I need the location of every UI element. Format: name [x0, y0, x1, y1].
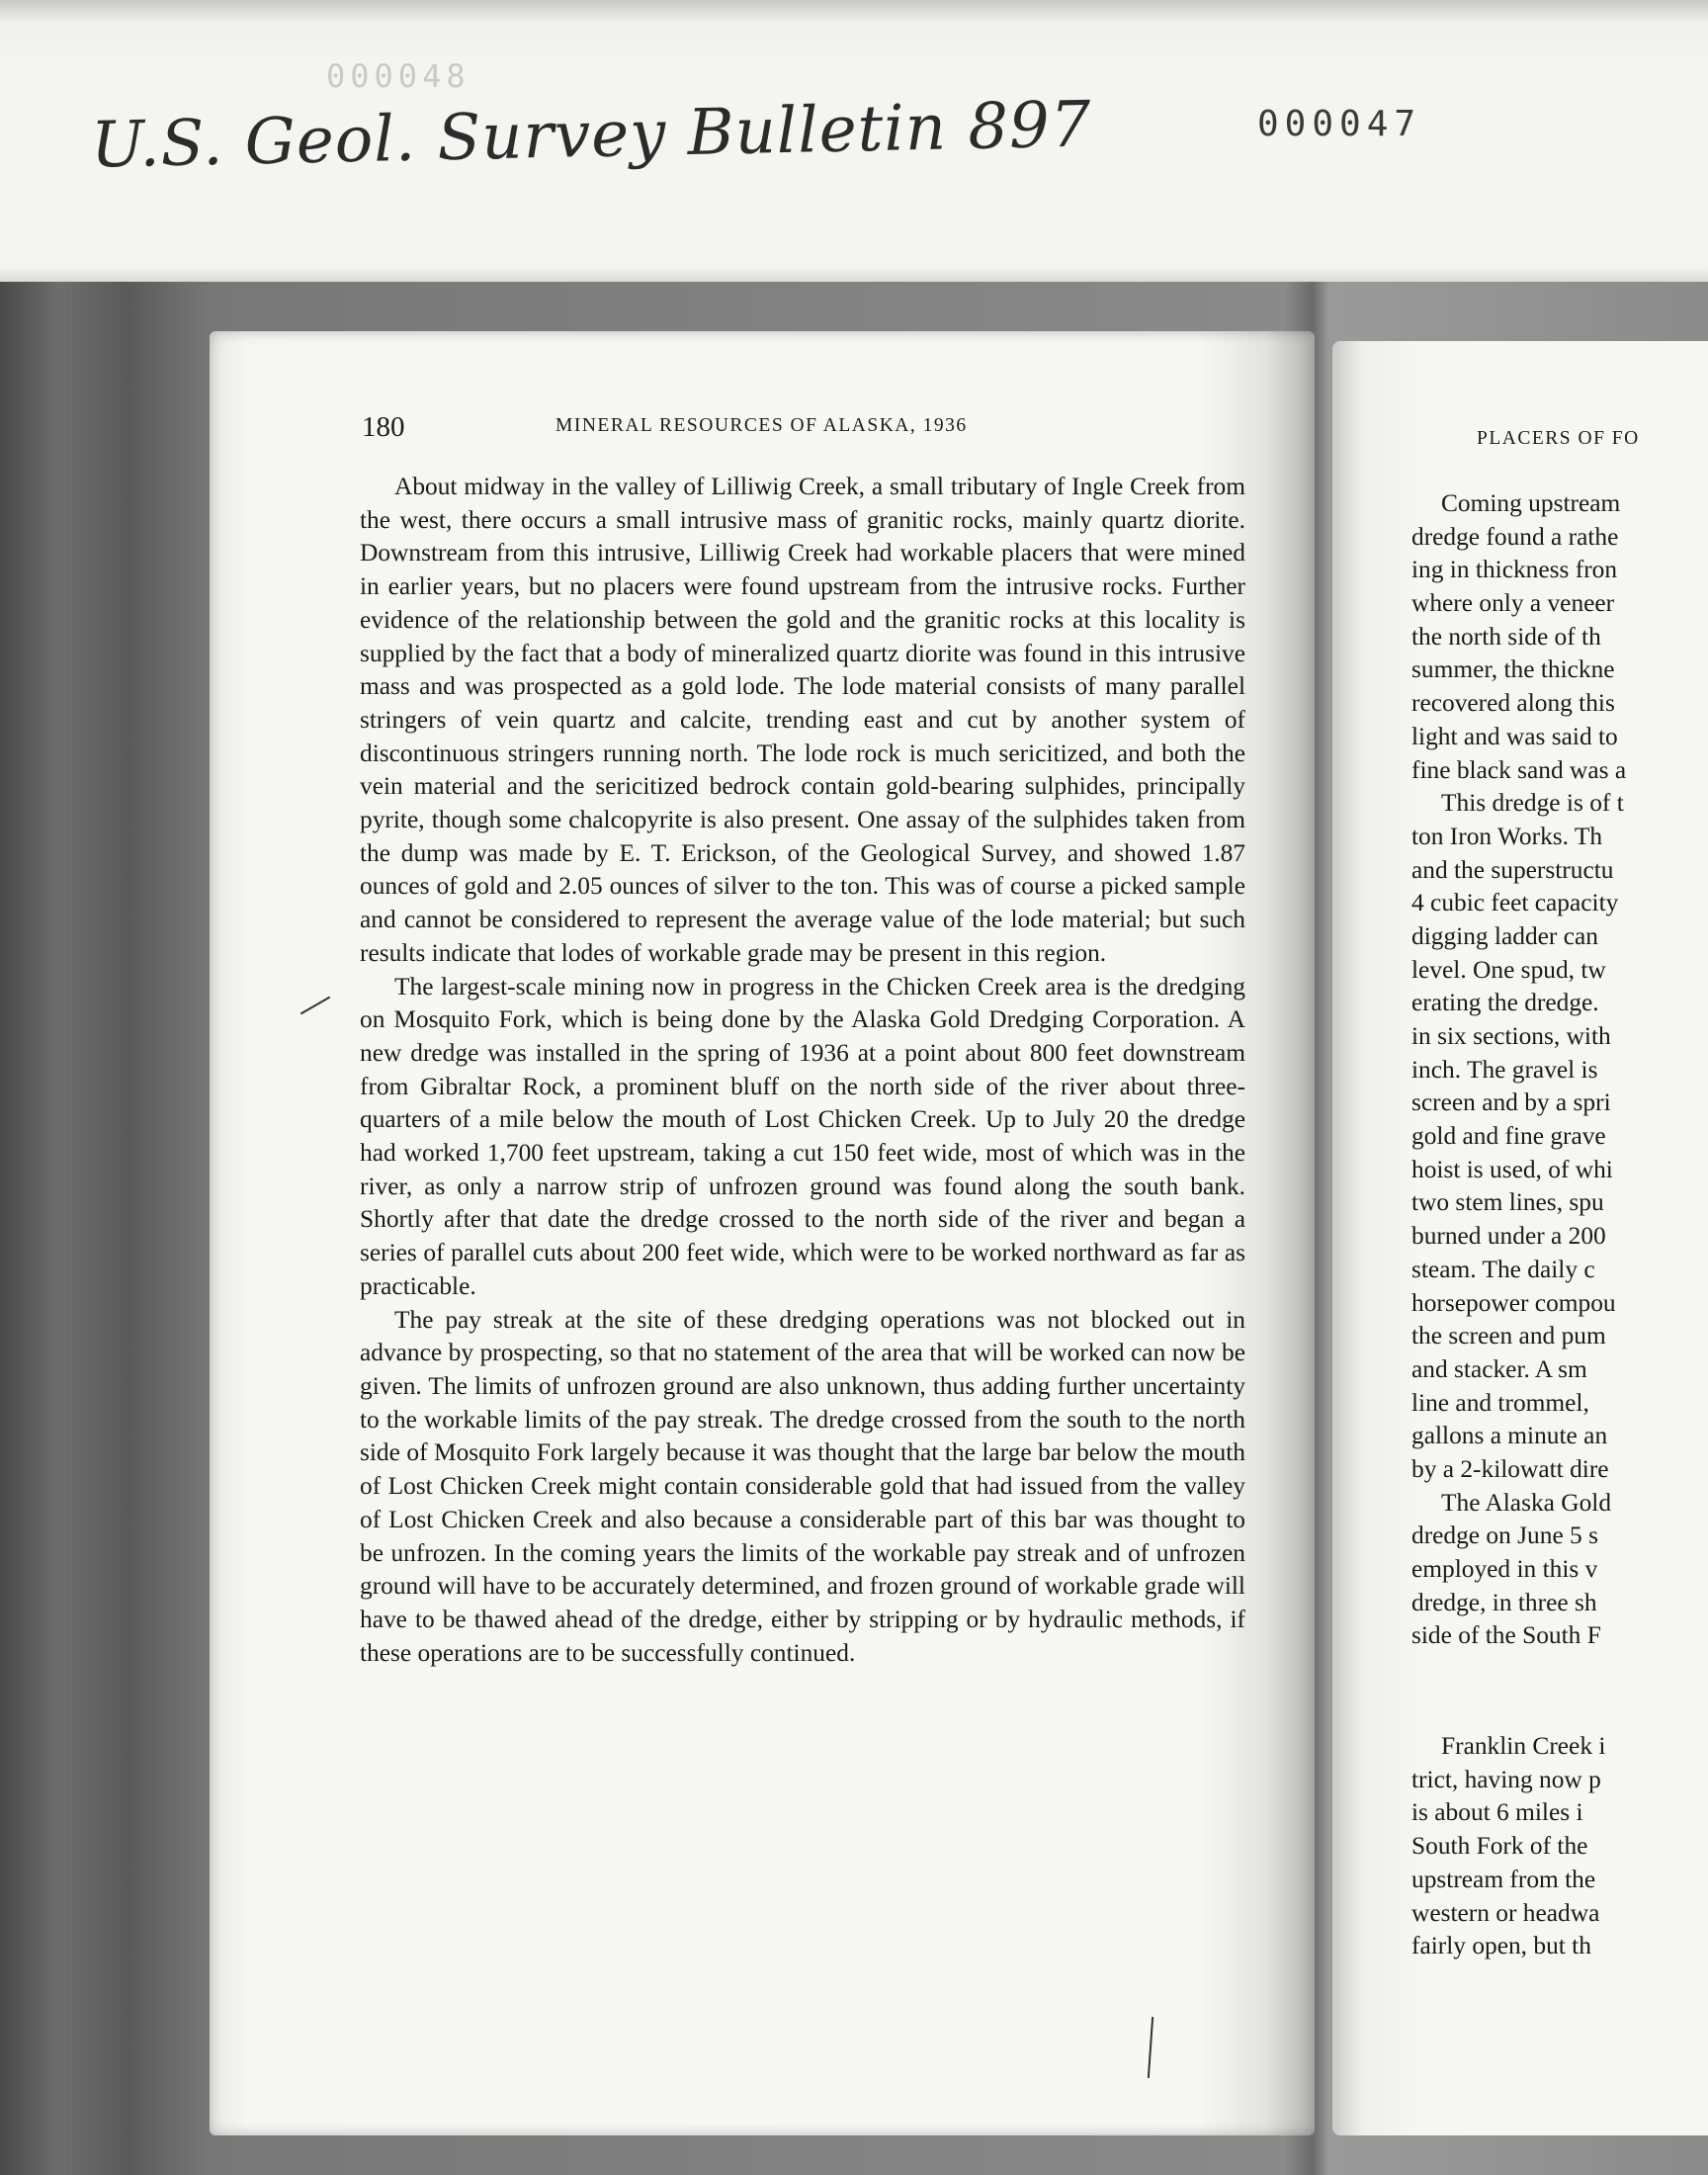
right-line: screen and by a spri	[1411, 1088, 1611, 1117]
running-head: MINERAL RESOURCES OF ALASKA, 1936	[555, 415, 968, 436]
right-line: and the superstructu	[1411, 855, 1614, 884]
right-line: inch. The gravel is	[1411, 1055, 1598, 1084]
stamp-number: 000047	[1257, 104, 1422, 144]
right-line: two stem lines, spu	[1411, 1188, 1604, 1217]
right-line: dredge on June 5 s	[1411, 1522, 1598, 1550]
right-line: 4 cubic feet capacity	[1411, 889, 1619, 917]
ghost-stamp-number: 000048	[326, 57, 470, 95]
right-line: South Fork of the	[1411, 1832, 1588, 1861]
label-strip	[0, 0, 1708, 282]
right-line: is about 6 miles i	[1411, 1798, 1583, 1827]
paragraph-lilliwig: About midway in the valley of Lilliwig Creek, a small tributary of Ingle Creek from the west, there occurs a small intrusive mass of granitic rocks, mainly quartz diorite. Downstream from this intrusive, Lilliwig Creek had workable placers that were mined in earlier years, but no placers were found upstream from the intrusive rocks. Further evidence of the relationship between the gold and the granitic rocks at this locality is supplied by the fact that a body of mineralized quartz diorite was found in this intrusive mass and was prospected as a gold lode. The lode material consists of many parallel stringers of vein quartz and calcite, trending east and cut by another system of discontinuous stringers running north. The lode rock is much sericitized, and both the vein material and the sericitized bedrock contain gold-bearing sulphides, principally pyrite, though some chalcopyrite is also present. One assay of the sulphides taken from the dump was made by E. T. Erickson, of the Geological Survey, and showed 1.87 ounces of gold and 2.05 ounces of silver to the ton. This was of course a picked sample and cannot be considered to represent the average value of the lode material; but such results indicate that lodes of workable grade may be present in this region.	[360, 473, 1245, 967]
right-line: side of the South F	[1411, 1621, 1601, 1650]
right-line: This dredge is of t	[1441, 789, 1624, 818]
right-line: ing in thickness fron	[1411, 556, 1618, 584]
right-page	[1332, 341, 1708, 2135]
right-page-text	[1411, 487, 1626, 1963]
handwritten-title: U.S. Geol. Survey Bulletin 897	[90, 88, 1093, 183]
section-gap	[1411, 1653, 1626, 1730]
right-line: fine black sand was a	[1411, 755, 1627, 784]
right-line: employed in this v	[1411, 1555, 1598, 1583]
right-line: light and was said to	[1411, 722, 1618, 750]
right-line: upstream from the	[1411, 1865, 1596, 1893]
right-line: where only a veneer	[1411, 589, 1615, 618]
right-line: in six sections, with	[1411, 1022, 1611, 1050]
right-line: by a 2-kilowatt dire	[1411, 1454, 1609, 1483]
paragraph-dredging: The largest-scale mining now in progress in the Chicken Creek area is the dredging on Mosquito Fork, which is being done by the Alaska Gold Dredging Corporation. A new dredge was installed in the spring of 1936 at a point about 800 feet downstream from Gibraltar Rock, a prominent bluff on the north side of the river about three-quarters of a mile below the mouth of Lost Chicken Creek. Up to July 20 the dredge had worked 1,700 feet upstream, taking a cut 150 feet wide, most of which was in the river, as only a narrow strip of unfrozen ground was found along the south bank. Shortly after that date the dredge crossed to the north side of the river and began a series of parallel cuts about 200 feet wide, which were to be worked northward as far as practicable.	[360, 972, 1245, 1300]
right-line: recovered along this	[1411, 689, 1615, 718]
right-line: and stacker. A sm	[1411, 1354, 1587, 1383]
right-line: dredge, in three sh	[1411, 1588, 1597, 1616]
right-line: dredge found a rathe	[1411, 522, 1619, 551]
right-line: gallons a minute an	[1411, 1422, 1608, 1450]
right-line: The Alaska Gold	[1441, 1488, 1612, 1517]
right-line: level. One spud, tw	[1411, 955, 1606, 984]
right-line: western or headwa	[1411, 1898, 1600, 1927]
right-line: digging ladder can	[1411, 921, 1598, 950]
right-line: horsepower compou	[1411, 1288, 1616, 1317]
right-line: the north side of th	[1411, 622, 1601, 651]
right-line: steam. The daily c	[1411, 1255, 1595, 1283]
right-line: summer, the thickne	[1411, 655, 1615, 684]
right-line: fairly open, but th	[1411, 1932, 1591, 1960]
page-number: 180	[362, 411, 405, 443]
right-running-head: PLACERS OF FO	[1477, 428, 1640, 449]
right-line: line and trommel,	[1411, 1388, 1589, 1417]
right-line: burned under a 200	[1411, 1222, 1606, 1251]
right-line: hoist is used, of whi	[1411, 1155, 1613, 1183]
right-line: Coming upstream	[1441, 489, 1621, 517]
right-line: the screen and pum	[1411, 1322, 1606, 1350]
right-line: Franklin Creek i	[1441, 1732, 1606, 1761]
paragraph-pay-streak: The pay streak at the site of these dredging operations was not blocked out in advance by prospecting, so that no statement of the area that will be worked can now be given. The limits of unfrozen ground are also unknown, thus adding further uncertainty to the workable limits of the pay streak. The dredge crossed from the south to the north side of Mosquito Fork largely because it was thought that the large bar below the mouth of Lost Chicken Creek might contain considerable gold that had issued from the valley of Lost Chicken Creek and also because a considerable part of this bar was thought to be unfrozen. In the coming years the limits of the workable pay streak and of unfrozen ground will have to be accurately determined, and frozen ground of workable grade will have to be thawed ahead of the dredge, either by stripping or by hydraulic methods, if these operations are to be successfully continued.	[360, 1305, 1245, 1667]
right-line: ton Iron Works. Th	[1411, 822, 1603, 850]
right-line: trict, having now p	[1411, 1765, 1601, 1793]
right-line: erating the dredge.	[1411, 989, 1599, 1017]
right-line: gold and fine grave	[1411, 1122, 1606, 1151]
body-text	[360, 471, 1245, 1670]
